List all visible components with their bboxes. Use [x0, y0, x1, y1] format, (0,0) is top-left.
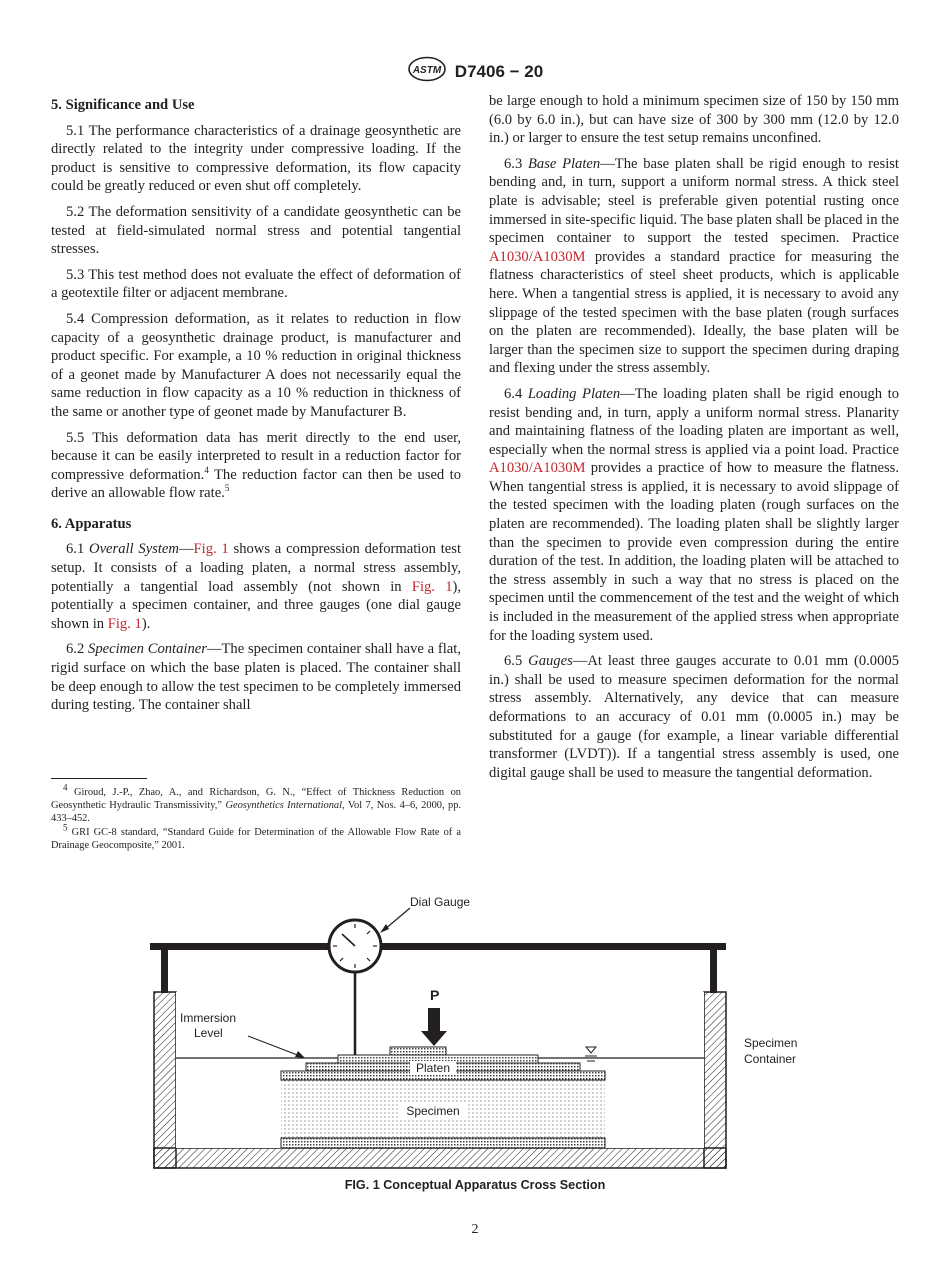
footnote-4: $^4$ Giroud, J.-P., Zhao, A., and Richardson, G. N., “Effect of Thickness Reduction on Geosynthetic Hydraulic Transmissivity,” Geosynthetics International, Vol 7, Nos. 4–6, 2000, pp. 433–452.	[51, 782, 461, 824]
leader-arrow-icon	[380, 924, 389, 933]
immersion-label-2: Level	[194, 1026, 223, 1040]
figure-caption: FIG. 1 Conceptual Apparatus Cross Section	[344, 1178, 606, 1192]
paragraph-6-2: 6.2 Specimen Container—The specimen container shall have a flat, rigid surface on which the base platen is placed. The container shall be deep enough to allow the test specimen to be completely immersed during testing. The container shall	[51, 641, 461, 714]
svg-text:ASTM: ASTM	[412, 65, 441, 76]
fig-1-link[interactable]: Fig. 1	[411, 578, 453, 595]
dial-gauge-label: Dial Gauge	[410, 895, 471, 909]
footnote-5: $^5$ GRI GC-8 standard, “Standard Guide for Determination of the Allowable Flow Rate of a Drainage Geocomposite,” 2001.	[51, 822, 461, 851]
container-label-1: Specimen	[744, 1036, 798, 1050]
specimen-label: Specimen	[406, 1104, 460, 1118]
footnote-ref-4[interactable]: 4	[204, 464, 209, 475]
paragraph-5-1: 5.1 The performance characteristics of a drainage geosynthetic are directly related to the integrity under compressive loading. If the product is sensitive to compressive deformation, its flow capacity could be greatly reduced or even shut off completely.	[51, 122, 461, 195]
page-number: 2	[471, 1222, 479, 1237]
footnote-divider	[51, 778, 147, 779]
dial-gauge-leader	[384, 908, 410, 930]
footnotes	[51, 782, 461, 853]
paragraph-6-1: 6.1 Overall System—Fig. 1 shows a compression deformation test setup. It consists of a loading platen, a normal stress assembly, potentially a tangential load assembly (not shown in Fig. 1), potentially a specimen container, and three gauges (one dial gauge shown in Fig. 1).	[51, 541, 462, 632]
paragraph-6-5: 6.5 Gauges—At least three gauges accurate to 0.01 mm (0.0005 in.) shall be used to measure specimen deformation for the normal stress assembly. Alternatively, any device that can measure deformations to an accuracy of 0.01 mm (0.0005 in.) may be substituted for a gauge (for example, a linear variable differential transformer (LVDT)). If a tangential stress assembly is used, one digital gauge shall be used to measure the tangential deformation.	[489, 653, 899, 781]
fig-1-link[interactable]: Fig. 1	[193, 541, 229, 558]
a1030-link[interactable]: A1030/A1030M	[489, 248, 586, 265]
paragraph-5-5: 5.5 This deformation data has merit directly to the end user, because it can be easily interpreted to result in a reduction factor for compressive deformation.$^4$ The reduction factor can then be used to derive an allowable flow rate.$^5$	[51, 429, 461, 502]
section-6-title: 6. Apparatus	[51, 515, 132, 532]
footnote-ref-5[interactable]: 5	[224, 483, 230, 494]
a1030-link[interactable]: A1030/A1030M	[489, 460, 586, 477]
paragraph-5-3: 5.3 This test method does not evaluate the effect of deformation of a geotextile filter or adjacent membrane.	[51, 266, 461, 302]
section-5-title: 5. Significance and Use	[51, 97, 195, 113]
base-platen	[281, 1138, 605, 1148]
paragraph-6-3: 6.3 Base Platen—The base platen shall be rigid enough to resist bending and, in turn, support a uniform normal stress. A thick steel plate is advisable; steel is preferable given potential rusting once immersed in site-specific liquid. The base platen shall be placed in the specimen container to support the tested specimen. Practice A1030/A1030M provides a standard practice for measuring the flatness characteristics of steel sheet products, which is applicable here. When a tangential stress is applied, it is necessary to avoid any slippage of the tested specimen with the base platen (rough surfaces on the platen are recommended). Ideally, the base platen will be larger than the specimen size to support the specimen during draping and flexing under the stress assembly.	[489, 155, 899, 377]
page-header	[0, 56, 950, 87]
immersion-label-1: Immersion	[180, 1011, 237, 1025]
container-label-2: Container	[744, 1052, 797, 1066]
paragraph-6-4: 6.4 Loading Platen—The loading platen shall be rigid enough to resist bending and, in turn, apply a uniform normal stress. Planarity and maintaining flatness of the loading platen are important as well, especially when the normal stress is applied via a point load. Practice A1030/A1030M provides a practice of how to measure the flatness. When tangential stress is applied, it is necessary to avoid slippage of the tested specimen with the loading platen (rough surfaces on the platen are recommended). The loading platen shall be slightly larger than the specimen to provide even compression during the entire duration of the test. In addition, the loading platen will be attached to the stress assembly in such a way that no stress is placed on the specimen until the commencement of the test and the weight of which is included in the measurement of the applied stress when appropriate for the loading system used.	[489, 385, 900, 644]
left-column	[51, 92, 461, 722]
standard-designation: D7406 − 20	[454, 61, 544, 81]
loading-frame	[150, 943, 726, 993]
right-column	[489, 92, 899, 789]
platen-label: Platen	[415, 1061, 451, 1075]
paragraph-5-4: 5.4 Compression deformation, as it relates to reduction in flow capacity of a geosynthetic drainage product, is manufacturer and product specific. For example, a 10 % reduction in original thickness of a geonet made by Manufacturer A does not necessarily equal the same reduction in flow capacity as a 10 % reduction in thickness of the same or another type of geonet made by Manufacturer B.	[51, 310, 461, 420]
astm-logo-icon	[407, 56, 447, 87]
fig-1-link[interactable]: Fig. 1	[107, 615, 142, 632]
paragraph-5-2: 5.2 The deformation sensitivity of a candidate geosynthetic can be tested at field-simulated normal stress and potential tangential stresses.	[51, 203, 461, 258]
load-label: P	[430, 987, 440, 1003]
paragraph-6-2-continued: be large enough to hold a minimum specimen size of 150 by 150 mm (6.0 by 6.0 in.), but can have size of 300 by 300 mm (12.0 by 12.0 in.) or larger to ensure the test setup remains unconfined.	[489, 93, 899, 147]
figure-1-apparatus	[148, 880, 808, 1180]
